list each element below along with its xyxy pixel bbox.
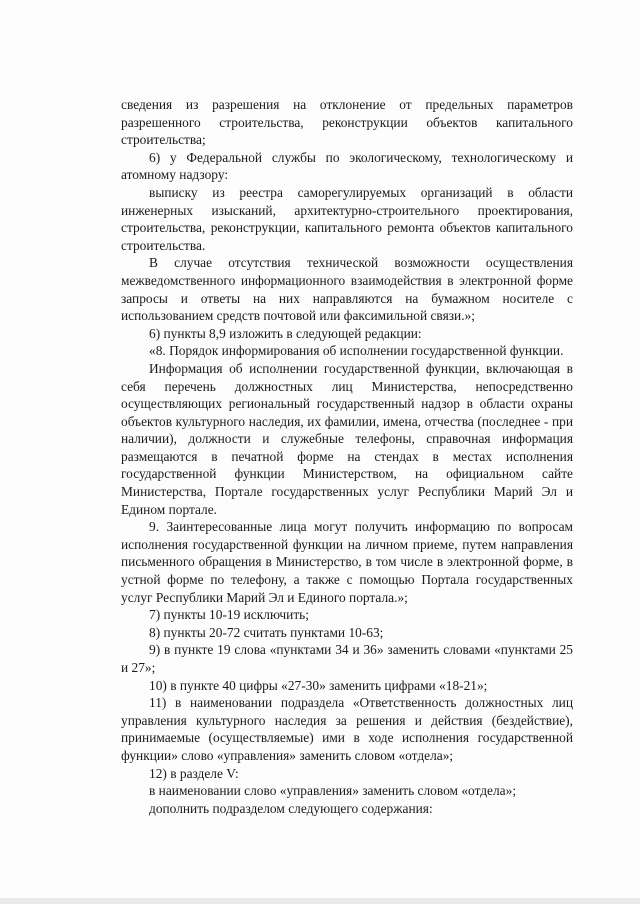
paragraph-4: В случае отсутствия технической возможности осуществления межведомственного информационного взаимодействия в электронной форме запросы и ответы на них направляются на бумажном носителе с использованием средств почтовой или факсимильной связи.»;: [121, 255, 573, 324]
paragraph-6: «8. Порядок информирования об исполнении государственной функции.: [149, 343, 564, 359]
paragraph-13: 11) в наименовании подраздела «Ответственность должностных лиц управления культурного наследия за решения и действия (бездействие), принимаемые (осуществляемые) ими в ходе исполнения государственной функции» слово «управления» заменить словом «отдела»;: [121, 695, 573, 763]
paragraph-11: 9) в пункте 19 слова «пунктами 34 и 36» заменить словами «пунктами 25 и 27»;: [121, 642, 573, 675]
page-bottom-edge: [0, 898, 640, 904]
paragraph-10: 8) пункты 20-72 считать пунктами 10-63;: [149, 624, 384, 640]
paragraph-12: 10) в пункте 40 цифры «27-30» заменить цифрами «18-21»;: [149, 677, 488, 693]
paragraph-7: Информация об исполнении государственной функции, включающая в себя перечень должностных лиц Министерства, непосредственно осуществляющих региональный государственный надзор в области охраны объектов культурного наследия, их фамилии, имена, отчества (последнее - при наличии), должности и служебные телефоны, справочная информация размещаются в печатной форме на стендах в местах исполнения государственной функции Министерством, на официальном сайте Министерства, Портале государственных услуг Республики Марий Эл и Едином портале.: [121, 360, 573, 517]
paragraph-3: выписку из реестра саморегулируемых организаций в области инженерных изысканий, архитектурно-строительного проектирования, строительства, реконструкции, капитального ремонта объектов капитального строительства.: [121, 184, 573, 253]
paragraph-8: 9. Заинтересованные лица могут получить информацию по вопросам исполнения государственной функции на личном приеме, путем направления письменного обращения в Министерство, в том числе в электронной форме, в устной форме по телефону, а также с помощью Портала государственных услуг Республики Марий Эл и Единого портала.»;: [121, 519, 573, 605]
paragraph-16: дополнить подразделом следующего содержания:: [149, 800, 433, 816]
paragraph-1: сведения из разрешения на отклонение от предельных параметров разрешенного строительства, реконструкции объектов капитального строительства;: [121, 97, 573, 148]
paragraph-5: 6) пункты 8,9 изложить в следующей редакции:: [149, 325, 422, 341]
paragraph-9: 7) пункты 10-19 исключить;: [149, 607, 310, 623]
document-body: [121, 96, 573, 817]
paragraph-14: 12) в разделе V:: [149, 765, 239, 781]
paragraph-2: 6) у Федеральной службы по экологическому, технологическому и атомному надзору:: [121, 149, 573, 183]
paragraph-15: в наименовании слово «управления» заменить словом «отдела»;: [149, 783, 517, 799]
